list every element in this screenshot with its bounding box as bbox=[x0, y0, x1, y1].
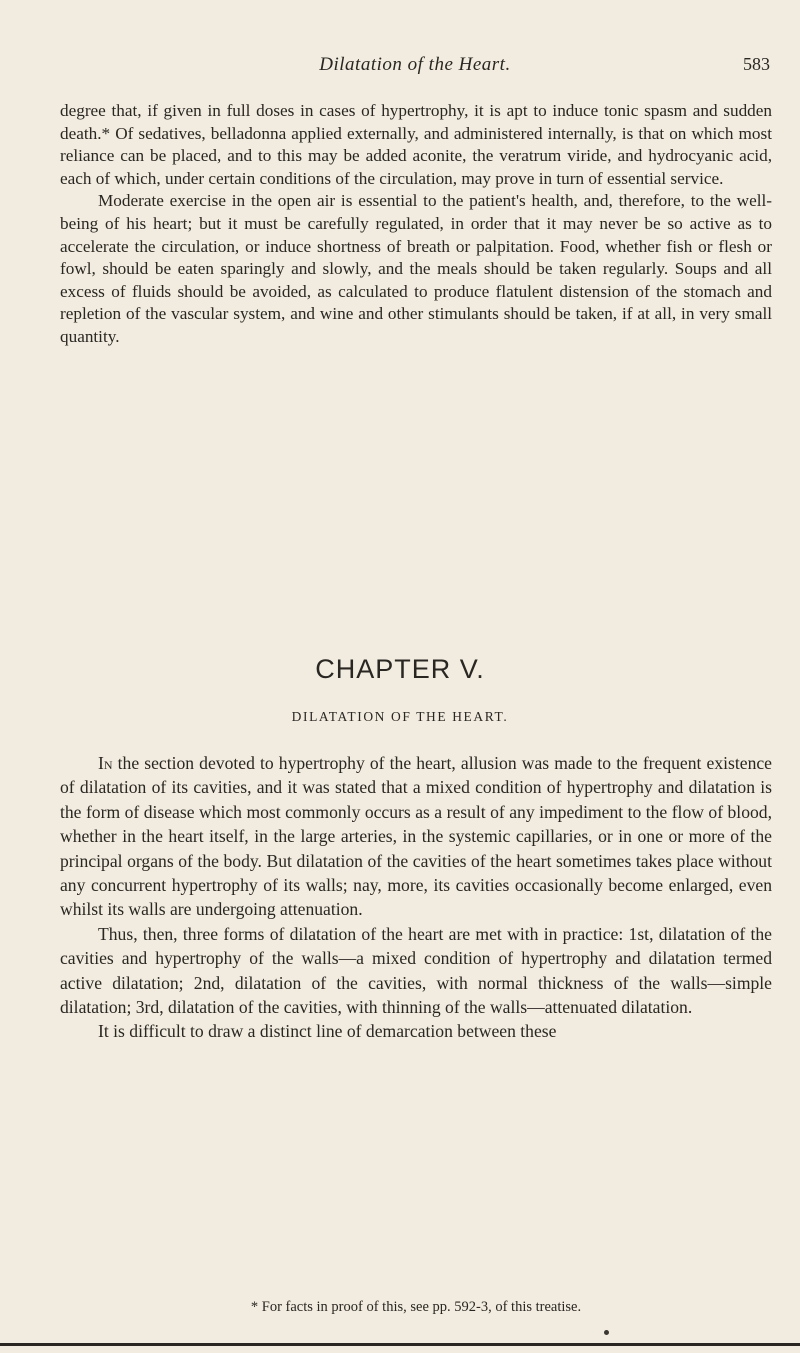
section-dilatation bbox=[60, 751, 772, 1044]
running-title: Dilatation of the Heart. bbox=[319, 54, 511, 75]
paragraph-dilatation-intro-text: the section devoted to hypertrophy of the heart, allusion was made to the frequent existence of dilatation of its cavities, and it was stated that a mixed condition of hypertrophy and dilatation is the form of disease which most commonly occurs as a result of any impediment to the flow of blood, whether in the heart itself, in the large arteries, in the systemic capillaries, or in one or more of the principal organs of the body. But dilatation of the cavities of the heart sometimes takes place without any concurrent hypertrophy of its walls; nay, more, its cavities occasionally become enlarged, even whilst its walls are undergoing attenuation. bbox=[60, 753, 772, 920]
chapter-title: CHAPTER V. bbox=[315, 654, 485, 684]
page-number: 583 bbox=[743, 54, 770, 74]
footnote: * For facts in proof of this, see pp. 592-3, of this treatise. bbox=[250, 1299, 582, 1315]
paragraph-demarcation: It is difficult to draw a distinct line of demarcation between these bbox=[98, 1021, 557, 1042]
paragraph-dilatation-intro bbox=[60, 751, 772, 922]
paragraph-three-forms: Thus, then, three forms of dilatation of the heart are met with in practice: 1st, dilatation of the cavities and hypertrophy of the walls—a mixed condition of hypertrophy and dilatation termed active dilatation; 2nd, dilatation of the cavities, with normal thickness of the walls—simple dilatation; 3rd, dilatation of the cavities, with thinning of the walls—attenuated dilatation. bbox=[60, 923, 772, 1018]
section-sedatives-and-regimen bbox=[60, 100, 772, 349]
ink-dot bbox=[604, 1330, 609, 1335]
drop-word: In bbox=[98, 753, 113, 773]
running-head bbox=[60, 54, 770, 82]
chapter-subtitle: DILATATION OF THE HEART. bbox=[291, 709, 509, 724]
page-edge-rule bbox=[0, 1343, 800, 1346]
paragraph-sedatives: degree that, if given in full doses in cases of hypertrophy, it is apt to induce tonic spasm and sudden death.* Of sedatives, belladonna applied externally, and administered internally, is that on which most reliance can be placed, and to this may be added aconite, the veratrum viride, and hydrocyanic acid, each of which, under certain conditions of the circulation, may prove in turn of essential service. bbox=[60, 101, 772, 188]
paragraph-exercise-and-diet: Moderate exercise in the open air is essential to the patient's health, and, therefore, to the well-being of his heart; but it must be carefully regulated, in order that it may never be so active as to accelerate the circulation, or induce shortness of breath or palpitation. Food, whether fish or flesh or fowl, should be eaten sparingly and slowly, and the meals should be taken regularly. Soups and all excess of fluids should be avoided, as calculated to produce flatulent distension of the stomach and repletion of the vascular system, and wine and other stimulants should be taken, if at all, in very small quantity. bbox=[60, 191, 772, 346]
